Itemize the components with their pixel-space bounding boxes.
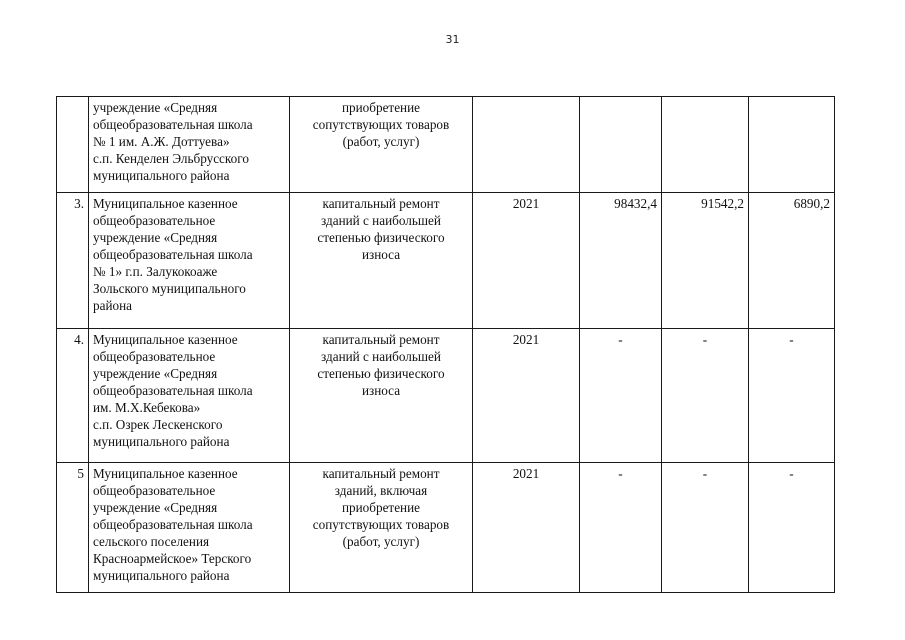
institution-name-line: с.п. Озрек Лескенского — [93, 417, 223, 432]
value-cell-total: - — [580, 329, 662, 463]
table-row — [57, 193, 835, 329]
institution-name-line: общеобразовательная школа — [93, 247, 253, 262]
institution-name-line: муниципального района — [93, 168, 230, 183]
work-description-line: (работ, услуг) — [342, 534, 420, 549]
year-cell: 2021 — [473, 193, 580, 329]
work-description-line: сопутствующих товаров — [312, 517, 450, 532]
institution-name-line: Муниципальное казенное — [93, 332, 238, 347]
institution-name-line: Красноармейское» Терского — [93, 551, 252, 566]
work-description — [290, 193, 473, 329]
value-cell-total — [580, 97, 662, 193]
work-description-line: капитальный ремонт — [322, 466, 440, 481]
work-description-line: приобретение — [341, 100, 421, 115]
table-row — [57, 463, 835, 593]
institution-name-line: муниципального района — [93, 434, 230, 449]
work-description-line: степенью физического — [317, 366, 445, 381]
institution-name-line: Зольского муниципального — [93, 281, 246, 296]
row-number: 3. — [57, 193, 89, 329]
row-number — [57, 97, 89, 193]
work-description — [290, 329, 473, 463]
institution-name — [89, 463, 290, 593]
institution-name-line: с.п. Кенделен Эльбрусского — [93, 151, 249, 166]
year-cell — [473, 97, 580, 193]
work-description-line: капитальный ремонт — [322, 332, 440, 347]
institution-name-line: учреждение «Средняя — [93, 230, 218, 245]
work-description-line: зданий с наибольшей — [321, 213, 441, 228]
page-number: 31 — [445, 33, 460, 46]
institution-name-line: общеобразовательное — [93, 213, 216, 228]
institution-name-line: общеобразовательная школа — [93, 117, 253, 132]
value-cell-2: 91542,2 — [662, 193, 749, 329]
value-cell-total: 98432,4 — [580, 193, 662, 329]
value-cell-3: 6890,2 — [749, 193, 835, 329]
work-description — [290, 463, 473, 593]
work-description — [290, 97, 473, 193]
institution-name-line: Муниципальное казенное — [93, 466, 238, 481]
table-row — [57, 329, 835, 463]
year-cell: 2021 — [473, 463, 580, 593]
work-description-line: степенью физического — [317, 230, 445, 245]
institution-name — [89, 193, 290, 329]
work-description-line: зданий, включая — [334, 483, 428, 498]
year-cell: 2021 — [473, 329, 580, 463]
work-description-line: зданий с наибольшей — [321, 349, 441, 364]
institution-name-line: общеобразовательная школа — [93, 383, 253, 398]
table-row — [57, 97, 835, 193]
institution-name-line: № 1 им. А.Ж. Доттуева» — [93, 134, 230, 149]
institution-name-line: сельского поселения — [93, 534, 210, 549]
row-number: 4. — [57, 329, 89, 463]
institution-name-line: общеобразовательное — [93, 349, 216, 364]
institution-name-line: учреждение «Средняя — [93, 366, 218, 381]
value-cell-2: - — [662, 463, 749, 593]
work-description-line: капитальный ремонт — [322, 196, 440, 211]
institution-name-line: общеобразовательная школа — [93, 517, 253, 532]
value-cell-3 — [749, 97, 835, 193]
work-description-line: приобретение — [341, 500, 421, 515]
value-cell-2 — [662, 97, 749, 193]
row-number: 5 — [57, 463, 89, 593]
value-cell-3: - — [749, 329, 835, 463]
institution-name-line: общеобразовательное — [93, 483, 216, 498]
value-cell-2: - — [662, 329, 749, 463]
value-cell-3: - — [749, 463, 835, 593]
program-table — [56, 96, 835, 593]
work-description-line: износа — [361, 383, 401, 398]
institution-name-line: муниципального района — [93, 568, 230, 583]
value-cell-total: - — [580, 463, 662, 593]
work-description-line: износа — [361, 247, 401, 262]
institution-name-line: Муниципальное казенное — [93, 196, 238, 211]
institution-name-line: им. М.Х.Кебекова» — [93, 400, 201, 415]
institution-name — [89, 97, 290, 193]
institution-name — [89, 329, 290, 463]
institution-name-line: района — [93, 298, 133, 313]
institution-name-line: учреждение «Средняя — [93, 500, 218, 515]
work-description-line: сопутствующих товаров — [312, 117, 450, 132]
institution-name-line: № 1» г.п. Залукокоаже — [93, 264, 218, 279]
work-description-line: (работ, услуг) — [342, 134, 420, 149]
institution-name-line: учреждение «Средняя — [93, 100, 218, 115]
